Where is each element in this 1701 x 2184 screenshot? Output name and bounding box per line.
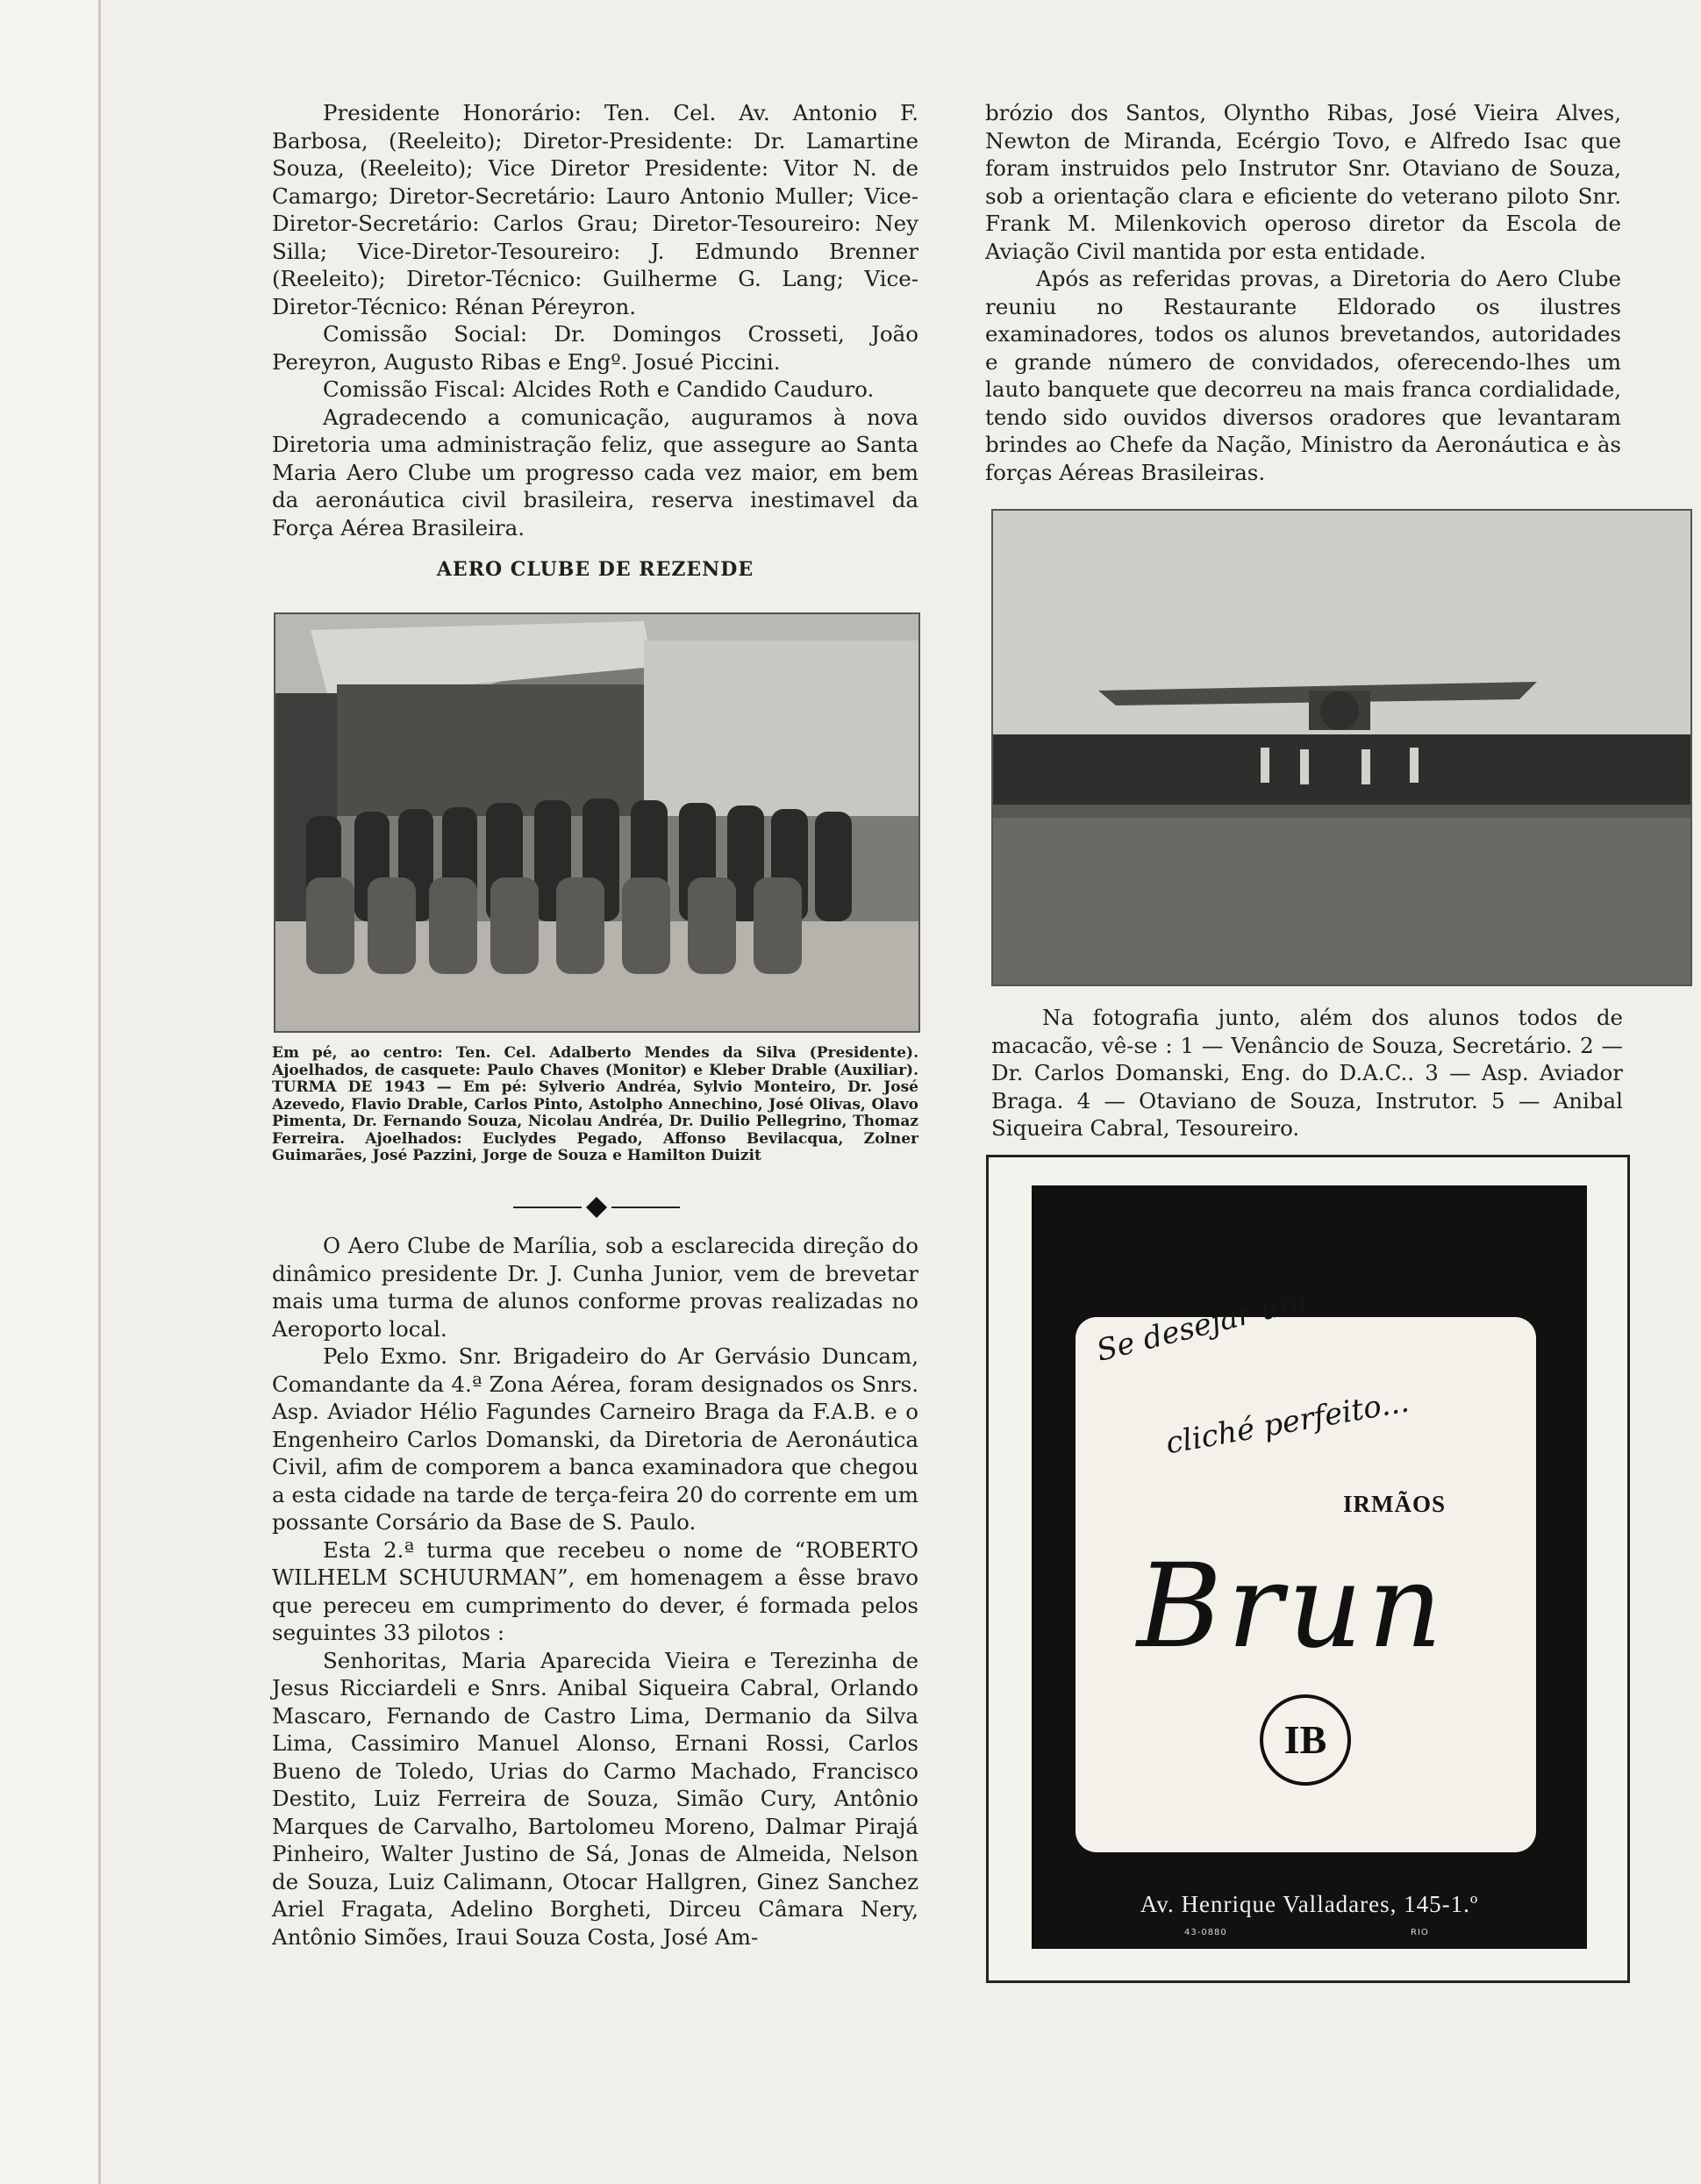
right-column-top (985, 99, 1621, 486)
ad-line-2: cliché perfeito... (1163, 1384, 1412, 1462)
paragraph: Após as referidas provas, a Diretoria do Aero Clube reuniu no Restaurante Eldorado os ilustres examinadores, todos os alunos brevetandos, autoridades e grande número de convidados, oferecendo-lhes um lauto banquete que decorreu na mais franca cordialidade, tendo sido ouvidos diversos oradores que levantaram brindes ao Chefe da Nação, Ministro da Aeronáutica e às forças Aéreas Brasileiras. (985, 266, 1621, 485)
rezende-photo-caption: Em pé, ao centro: Ten. Cel. Adalberto Mendes da Silva (Presidente). Ajoelhados, de casquete: Paulo Chaves (Monitor) e Kleber Drable (Auxiliar). TURMA DE 1943 — Em pé: Sylverio Andréa, Sylvio Monteiro, Dr. José Azevedo, Flavio Drable, Carlos Pinto, Astolpho Annechino, José Olivas, Olavo Pimenta, Dr. Fernando Souza, Nicolau Andréa, Dr. Duilio Pellegrino, Thomaz Ferreira. Ajoelhados: Euclydes Pegado, Affonso Bevilacqua, Zolner Guimarães, José Pazzini, Jorge de Souza e Hamilton Duizit (272, 1044, 918, 1164)
marilia-group-photo (991, 509, 1692, 986)
paragraph: Presidente Honorário: Ten. Cel. Av. Antonio F. Barbosa, (Reeleito); Diretor-Presidente: Dr. Lamartine Souza, (Reeleito); Vice Diretor Presidente: Vitor N. de Camargo; Diretor-Secretário: Lauro Antonio Muller; Vice-Diretor-Secretário: Carlos Grau; Diretor-Tesoureiro: Ney Silla; Vice-Diretor-Tesoureiro: J. Edmundo Brenner (Reeleito); Diretor-Técnico: Guilherme G. Lang; Vice-Diretor-Técnico: Rénan Péreyron. (272, 100, 918, 319)
page-edge (0, 0, 101, 2184)
marilia-photo-illustration (993, 511, 1690, 985)
paragraph: Esta 2.ª turma que recebeu o nome de “ROBERTO WILHELM SCHUURMAN”, em homenagem a êsse bravo que pereceu em cumprimento do dever, é formada pelos seguintes 33 pilotos : (272, 1536, 918, 1645)
rezende-photo-illustration (275, 614, 918, 1031)
ad-panel (1032, 1185, 1587, 1949)
brun-advertisement (986, 1155, 1630, 1983)
ad-line-1: Se desejar um (1093, 1282, 1311, 1369)
ad-brand-name: Brun (1137, 1539, 1448, 1674)
divider-ornament (513, 1195, 680, 1220)
ad-small-text-left: 43-0880 (1184, 1928, 1227, 1937)
paragraph: Comissão Fiscal: Alcides Roth e Candido Cauduro. (323, 376, 875, 402)
rezende-group-photo (274, 612, 920, 1033)
marilia-photo-caption (991, 1004, 1623, 1142)
ad-monogram: IB (1260, 1694, 1351, 1786)
paragraph: Agradecendo a comunicação, auguramos à nova Diretoria uma administração feliz, que assegure ao Santa Maria Aero Clube um progresso cada vez maior, em bem da aeronáutica civil brasileira, reserva inestimavel da Força Aérea Brasileira. (272, 404, 918, 541)
left-column-bottom (272, 1232, 918, 1951)
paragraph: Comissão Social: Dr. Domingos Crosseti, João Pereyron, Augusto Ribas e Engº. Josué Piccini. (272, 321, 918, 375)
ad-small-text-right: RIO (1411, 1928, 1429, 1937)
paragraph: Senhoritas, Maria Aparecida Vieira e Terezinha de Jesus Ricciardeli e Snrs. Anibal Siqueira Cabral, Orlando Mascaro, Fernando de Castro Lima, Dermanio da Silva Lima, Cassimiro Manuel Alonso, Ernani Rossi, Carlos Bueno de Toledo, Urias do Carmo Machado, Francisco Destito, Luiz Ferreira de Souza, Simão Cury, Antônio Marques de Carvalho, Bartolomeu Moreno, Dalmar Pirajá Pinheiro, Walter Justino de Sá, Jonas de Almeida, Nelson de Souza, Luiz Calimann, Otocar Hallgren, Ginez Sanchez Ariel Fragata, Adelino Borgheti, Dirceu Câmara Nery, Antônio Simões, Iraui Souza Costa, José Am- (272, 1647, 918, 1950)
left-column-top (272, 99, 918, 541)
ad-address: Av. Henrique Valladares, 145-1.º (1140, 1891, 1479, 1917)
paragraph: Na fotografia junto, além dos alunos todos de macacão, vê-se : 1 — Venâncio de Souza, Secretário. 2 — Dr. Carlos Domanski, Eng. do D.A.C.. 3 — Asp. Aviador Braga. 4 — Otaviano de Souza, Instrutor. 5 — Anibal Siqueira Cabral, Tesoureiro. (991, 1005, 1623, 1141)
section-heading: AERO CLUBE DE REZENDE (436, 558, 754, 581)
ad-brand-top: IRMÃOS (1343, 1491, 1447, 1517)
paragraph: Pelo Exmo. Snr. Brigadeiro do Ar Gervásio Duncam, Comandante da 4.ª Zona Aérea, foram designados os Snrs. Asp. Aviador Hélio Fagundes Carneiro Braga da F.A.B. e o Engenheiro Carlos Domanski, da Diretoria de Aeronáutica Civil, afim de comporem a banca examinadora que chegou a esta cidade na tarde de terça-feira 20 do corrente em um possante Corsário da Base de S. Paulo. (272, 1343, 918, 1535)
paragraph: brózio dos Santos, Olyntho Ribas, José Vieira Alves, Newton de Miranda, Ecérgio Tovo, e Alfredo Isac que foram instruidos pelo Instrutor Snr. Otaviano de Souza, sob a orientação clara e eficiente do veterano piloto Snr. Frank M. Milenkovich operoso diretor da Escola de Aviação Civil mantida por esta entidade. (985, 100, 1621, 264)
paragraph: O Aero Clube de Marília, sob a esclarecida direção do dinâmico presidente Dr. J. Cunha Junior, vem de brevetar mais uma turma de alunos conforme provas realizadas no Aeroporto local. (272, 1233, 918, 1342)
